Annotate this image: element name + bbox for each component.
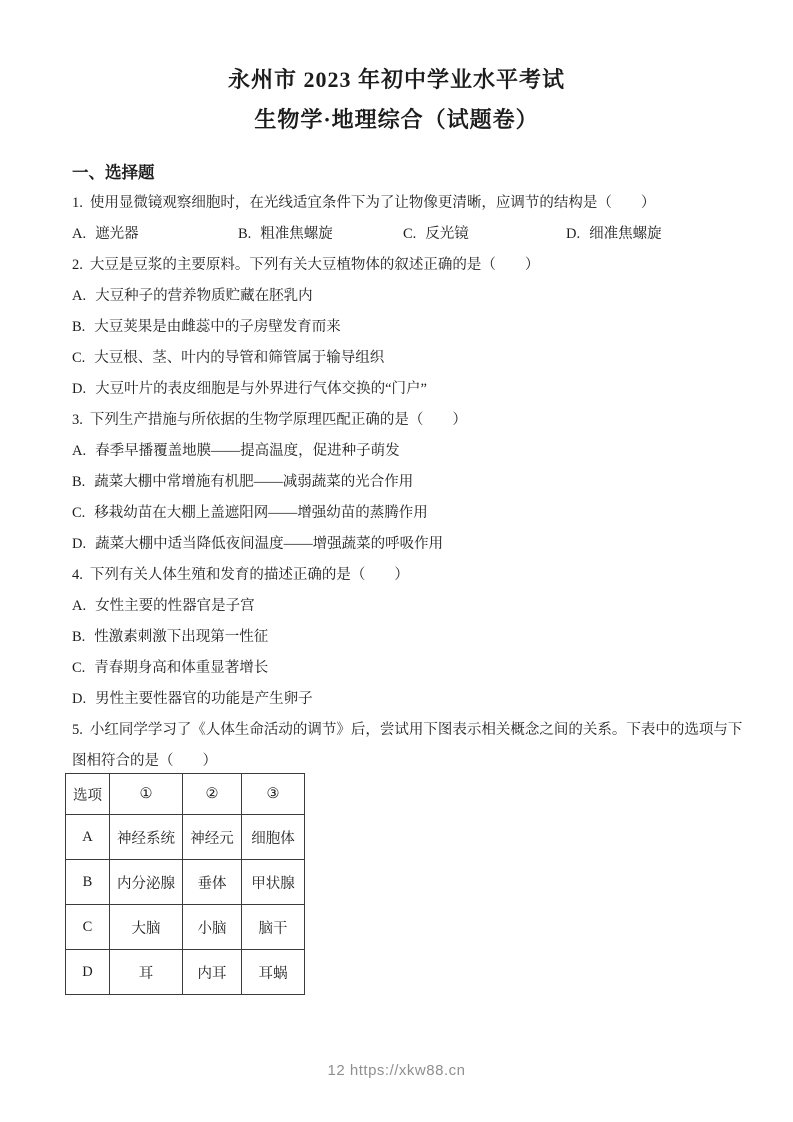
question-number: 1. <box>72 195 83 211</box>
option-d <box>566 219 662 250</box>
question-5-options-table <box>65 773 305 995</box>
option-c <box>72 653 743 684</box>
exam-title: 永州市 2023 年初中学业水平考试 <box>227 67 565 92</box>
option-label: C. <box>403 226 417 242</box>
option-b <box>72 467 743 498</box>
option-label: D. <box>566 226 581 242</box>
option-label: B. <box>72 319 86 335</box>
question-1-stem-line <box>72 188 743 219</box>
table-cell: 脑干 <box>242 905 305 950</box>
question-5 <box>72 715 743 995</box>
table-row-b <box>66 860 305 905</box>
question-stem: 下列有关人体生殖和发育的描述正确的是（ ） <box>89 567 409 583</box>
question-2-stem-line <box>72 250 743 281</box>
table-cell: 神经系统 <box>110 815 183 860</box>
question-stem: 小红同学学习了《人体生命活动的调节》后，尝试用下图表示相关概念之间的关系。下表中的选项与下图相符合的是（ ） <box>72 722 743 769</box>
question-3-stem-line <box>72 405 743 436</box>
table-cell: 大脑 <box>110 905 183 950</box>
option-text: 粗准焦螺旋 <box>260 226 333 242</box>
option-label: D. <box>72 536 87 552</box>
option-label: C. <box>72 350 86 366</box>
option-text: 青春期身高和体重显著增长 <box>94 660 269 676</box>
option-label: D. <box>72 381 87 397</box>
option-text: 细准焦螺旋 <box>589 226 662 242</box>
table-cell: C <box>66 905 110 950</box>
option-d <box>72 374 743 405</box>
question-4-stem-line <box>72 560 743 591</box>
option-label: A. <box>72 598 87 614</box>
question-1-options-row <box>72 219 743 250</box>
option-label: C. <box>72 505 86 521</box>
option-text: 移栽幼苗在大棚上盖遮阳网——增强幼苗的蒸腾作用 <box>94 505 428 521</box>
question-2 <box>72 250 743 405</box>
option-a <box>72 436 743 467</box>
exam-subtitle: 生物学·地理综合（试题卷） <box>254 107 539 132</box>
page-footer-watermark: 12 https://xkw88.cn <box>327 1062 466 1079</box>
option-label: B. <box>72 629 86 645</box>
option-a <box>72 281 743 312</box>
question-4 <box>72 560 743 715</box>
option-label: A. <box>72 443 87 459</box>
question-1 <box>72 188 743 250</box>
option-label: D. <box>72 691 87 707</box>
option-label: B. <box>238 226 252 242</box>
option-text: 性激素刺激下出现第一性征 <box>94 629 269 645</box>
option-text: 大豆荚果是由雌蕊中的子房壁发育而来 <box>94 319 341 335</box>
option-b <box>238 219 403 250</box>
table-header-cell: ② <box>183 774 242 815</box>
option-text: 大豆种子的营养物质贮藏在胚乳内 <box>95 288 313 304</box>
table-header-row <box>66 774 305 815</box>
table-cell: 耳蜗 <box>242 950 305 995</box>
option-c <box>72 343 743 374</box>
table-cell: D <box>66 950 110 995</box>
table-cell: 耳 <box>110 950 183 995</box>
option-text: 反光镜 <box>425 226 469 242</box>
option-text: 大豆根、茎、叶内的导管和筛管属于输导组织 <box>94 350 385 366</box>
option-text: 大豆叶片的表皮细胞是与外界进行气体交换的“门户” <box>95 381 427 397</box>
option-text: 遮光器 <box>95 226 139 242</box>
question-number: 5. <box>72 722 83 738</box>
question-stem: 下列生产措施与所依据的生物学原理匹配正确的是（ ） <box>89 412 467 428</box>
table-header-cell: 选项 <box>66 774 110 815</box>
option-a <box>72 219 238 250</box>
option-b <box>72 312 743 343</box>
table-cell: A <box>66 815 110 860</box>
table-cell: B <box>66 860 110 905</box>
table-cell: 内耳 <box>183 950 242 995</box>
table-cell: 内分泌腺 <box>110 860 183 905</box>
option-text: 蔬菜大棚中常增施有机肥——减弱蔬菜的光合作用 <box>94 474 414 490</box>
question-number: 2. <box>72 257 83 273</box>
option-text: 春季早播覆盖地膜——提高温度，促进种子萌发 <box>95 443 400 459</box>
question-number: 3. <box>72 412 83 428</box>
table-cell: 神经元 <box>183 815 242 860</box>
exam-body <box>72 157 743 995</box>
option-d <box>72 529 743 560</box>
table-header-cell: ③ <box>242 774 305 815</box>
question-number: 4. <box>72 567 83 583</box>
table-cell: 小脑 <box>183 905 242 950</box>
option-c <box>403 219 566 250</box>
option-text: 女性主要的性器官是子宫 <box>95 598 255 614</box>
table-row-a <box>66 815 305 860</box>
question-3 <box>72 405 743 560</box>
option-d <box>72 684 743 715</box>
option-a <box>72 591 743 622</box>
option-c <box>72 498 743 529</box>
option-label: A. <box>72 226 87 242</box>
option-text: 蔬菜大棚中适当降低夜间温度——增强蔬菜的呼吸作用 <box>95 536 444 552</box>
option-label: B. <box>72 474 86 490</box>
table-cell: 细胞体 <box>242 815 305 860</box>
table-cell: 垂体 <box>183 860 242 905</box>
table-row-d <box>66 950 305 995</box>
question-5-stem-line <box>72 715 743 777</box>
question-stem: 大豆是豆浆的主要原料。下列有关大豆植物体的叙述正确的是（ ） <box>89 257 540 273</box>
section-heading: 一、选择题 <box>72 163 155 182</box>
table-cell: 甲状腺 <box>242 860 305 905</box>
option-label: C. <box>72 660 86 676</box>
table-row-c <box>66 905 305 950</box>
question-stem: 使用显微镜观察细胞时，在光线适宜条件下为了让物像更清晰，应调节的结构是（ ） <box>89 195 656 211</box>
option-label: A. <box>72 288 87 304</box>
option-b <box>72 622 743 653</box>
table-header-cell: ① <box>110 774 183 815</box>
option-text: 男性主要性器官的功能是产生卵子 <box>95 691 313 707</box>
